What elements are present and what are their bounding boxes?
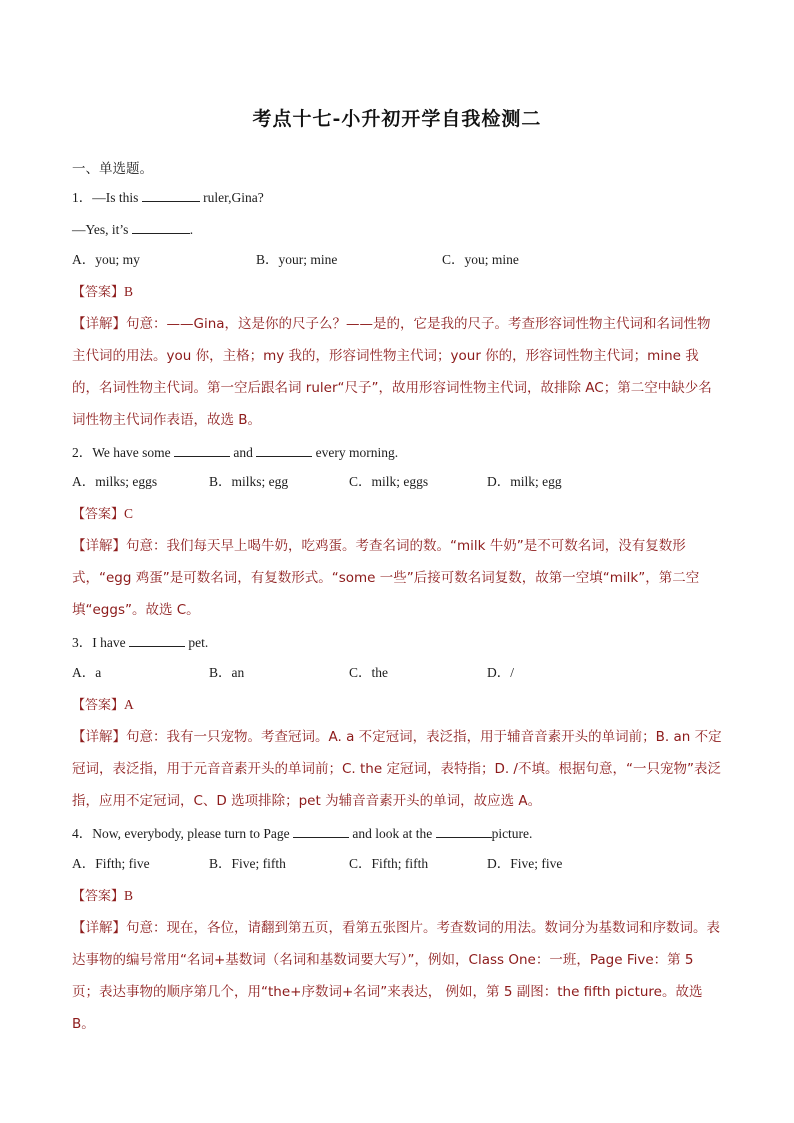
answer-blank	[436, 823, 492, 838]
question-1-reply-suffix: .	[189, 222, 194, 237]
question-4-answer	[72, 887, 133, 906]
option-b: B．milks; egg	[209, 474, 289, 489]
question-3-prefix: 3．I have	[72, 635, 129, 650]
answer-label: 【答案】	[72, 507, 125, 522]
answer-value: C	[124, 506, 134, 521]
answer-value: B	[124, 888, 134, 903]
question-4-middle: and look at the	[348, 826, 436, 841]
answer-label: 【答案】	[72, 698, 125, 713]
detail-text: 句意：现在，各位，请翻到第五页，看第五张图片。考查数词的用法。数词分为基数词和序数词。表达事物的编号常用“名词+基数词（名词和基数词要大写）”，例如，Class One：一班，Page Five：第 5 页；表达事物的顺序第几个，用“the+序数词+名词”来表达， 例如，第 5 副图：the fifth picture。故选 B。	[72, 920, 720, 1032]
question-3-options	[72, 664, 514, 682]
question-4-detail	[72, 912, 724, 1040]
answer-value: B	[124, 284, 134, 299]
detail-label: 【详解】	[72, 920, 126, 936]
option-b: B．your; mine	[256, 252, 338, 267]
detail-label: 【详解】	[72, 316, 126, 332]
question-3-suffix: pet.	[184, 635, 209, 650]
question-1-text	[72, 187, 264, 207]
question-1-suffix: ruler,Gina?	[199, 190, 264, 205]
detail-label: 【详解】	[72, 729, 126, 745]
answer-blank	[256, 442, 312, 457]
question-1-reply	[72, 219, 193, 239]
answer-label: 【答案】	[72, 285, 125, 300]
question-3-answer	[72, 696, 134, 715]
option-a: A．milks; eggs	[72, 474, 158, 489]
question-1-options	[72, 251, 519, 269]
question-1-prefix: 1．—Is this	[72, 190, 142, 205]
question-3-detail	[72, 721, 724, 817]
question-3-text	[72, 632, 208, 652]
question-4-text	[72, 823, 532, 843]
option-a: A．a	[72, 665, 102, 680]
question-4-options	[72, 855, 562, 873]
question-2-answer	[72, 505, 133, 524]
option-a: A．you; my	[72, 252, 140, 267]
option-b: B．an	[209, 665, 245, 680]
answer-blank	[293, 823, 349, 838]
question-2-options	[72, 473, 562, 491]
question-1-reply-prefix: —Yes, it’s	[72, 222, 132, 237]
page-title: 考点十七-小升初开学自我检测二	[252, 108, 542, 130]
answer-label: 【答案】	[72, 889, 125, 904]
answer-blank	[142, 187, 200, 202]
option-c: C．you; mine	[442, 252, 519, 267]
question-2-prefix: 2．We have some	[72, 445, 175, 460]
answer-blank	[132, 219, 190, 234]
option-b: B．Five; fifth	[209, 856, 286, 871]
question-1-answer	[72, 283, 133, 302]
question-2-detail	[72, 530, 724, 626]
question-4-prefix: 4．Now, everybody, please turn to Page	[72, 826, 293, 841]
question-1-detail	[72, 308, 724, 436]
option-c: C．Fifth; fifth	[349, 856, 429, 871]
answer-blank	[174, 442, 230, 457]
detail-text: 句意：——Gina，这是你的尺子么？——是的，它是我的尺子。考查形容词性物主代词和名词性物主代词的用法。you 你，主格；my 我的，形容词性物主代词；your 你的，形容词性物主代词；mine 我的，名词性物主代词。第一空后跟名词 ruler“尺子”，故用形容词性物主代词，故排除 AC；第二空中缺少名词性物主代词作表语，故选 B。	[72, 316, 712, 428]
option-d: D．milk; egg	[487, 474, 562, 489]
answer-value: A	[124, 697, 134, 712]
option-d: D．Five; five	[487, 856, 563, 871]
option-a: A．Fifth; five	[72, 856, 150, 871]
answer-blank	[129, 632, 185, 647]
option-c: C．the	[349, 665, 388, 680]
detail-text: 句意：我们每天早上喝牛奶，吃鸡蛋。考查名词的数。“milk 牛奶”是不可数名词，没有复数形式，“egg 鸡蛋”是可数名词，有复数形式。“some 一些”后接可数名词复数，故第一空填“milk”，第二空填“eggs”。故选 C。	[72, 538, 700, 618]
section-heading: 一、单选题。	[72, 161, 153, 176]
detail-text: 句意：我有一只宠物。考查冠词。A. a 不定冠词，表泛指，用于辅音音素开头的单词前；B. an 不定冠词，表泛指，用于元音音素开头的单词前；C. the 定冠词，表特指；D. /不填。根据句意，“一只宠物”表泛指，应用不定冠词，C、D 选项排除；pet 为辅音音素开头的单词，故应选 A。	[72, 729, 722, 809]
question-2-middle: and	[230, 445, 257, 460]
option-c: C．milk; eggs	[349, 474, 429, 489]
question-2-text	[72, 442, 398, 462]
option-d: D．/	[487, 665, 514, 680]
detail-label: 【详解】	[72, 538, 126, 554]
question-2-suffix: every morning.	[312, 445, 399, 460]
question-4-suffix: picture.	[491, 826, 533, 841]
